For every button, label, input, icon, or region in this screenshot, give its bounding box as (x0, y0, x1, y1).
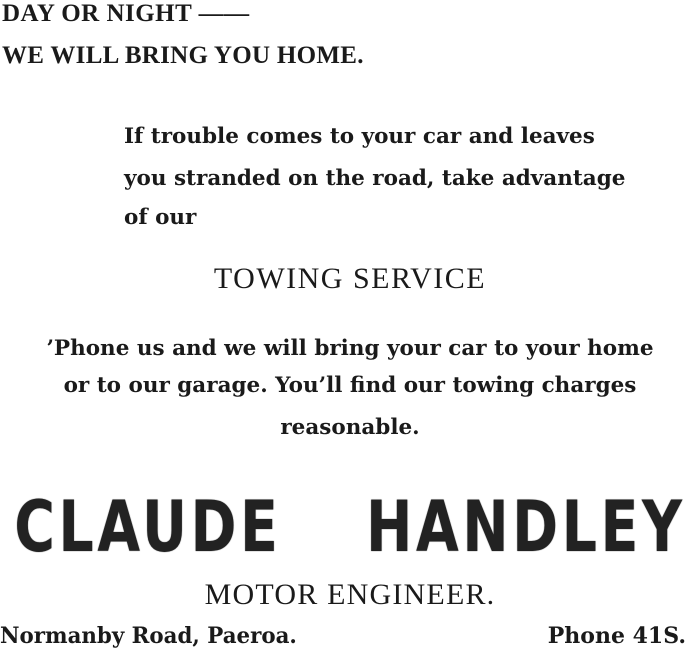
body-line-1: ’Phone us and we will bring your car to your home (46, 336, 654, 361)
address: Normanby Road, Paeroa. (0, 623, 297, 649)
body-line-3: reasonable. (280, 415, 420, 440)
phone-number: Phone 41S. (547, 623, 686, 649)
intro-line-3: of our (124, 205, 197, 230)
trade-title: MOTOR ENGINEER. (204, 578, 496, 611)
intro-line-2: you stranded on the road, take advantage (124, 166, 626, 191)
intro-line-1: If trouble comes to your car and leaves (124, 124, 595, 149)
body-line-2: or to our garage. You’ll find our towing charges (63, 373, 637, 398)
business-name (14, 486, 686, 569)
headline-line-2: WE WILL BRING YOU HOME. (2, 42, 364, 69)
headline-line-1: DAY OR NIGHT —— (2, 0, 250, 27)
service-title: TOWING SERVICE (213, 262, 487, 295)
business-name-last: HANDLEY (366, 486, 686, 569)
business-name-first: CLAUDE (14, 486, 282, 569)
